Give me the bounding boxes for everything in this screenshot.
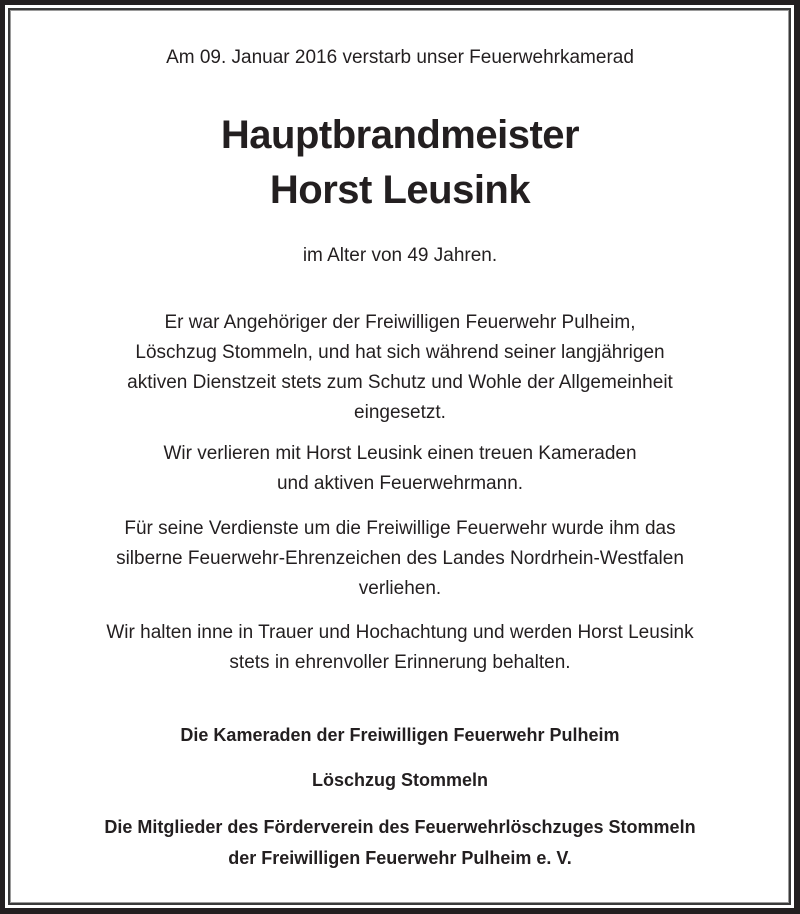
paragraph-line: silberne Feuerwehr-Ehrenzeichen des Landes Nordrhein-Westfalen [116,548,684,569]
paragraph-honors [0,514,800,604]
paragraph-loss [0,439,800,499]
deceased-name-title: Horst Leusink [269,168,531,212]
intro-text: Am 09. Januar 2016 verstarb unser Feuerwehrkamerad [166,47,634,68]
signature-line: der Freiwilligen Feuerwehr Pulheim e. V. [228,848,572,868]
paragraph-membership [0,308,800,428]
deceased-rank-title: Hauptbrandmeister [220,113,580,157]
paragraph-line: Für seine Verdienste um die Freiwillige Feuerwehr wurde ihm das [124,518,676,539]
paragraph-line: Wir verlieren mit Horst Leusink einen treuen Kameraden [163,443,637,464]
age-text: im Alter von 49 Jahren. [302,245,498,266]
paragraph-line: verliehen. [358,578,442,599]
paragraph-remembrance [0,618,800,678]
signature-support-association [0,812,800,874]
paragraph-line: Er war Angehöriger der Freiwilligen Feuerwehr Pulheim, [164,312,636,333]
paragraph-line: Löschzug Stommeln, und hat sich während seiner langjährigen [135,342,665,363]
signature-line: Die Kameraden der Freiwilligen Feuerwehr Pulheim [180,725,620,745]
paragraph-line: Wir halten inne in Trauer und Hochachtung und werden Horst Leusink [106,622,694,643]
paragraph-line: stets in ehrenvoller Erinnerung behalten. [229,652,571,673]
signature-fire-unit [0,765,800,796]
paragraph-line: eingesetzt. [354,402,446,423]
signature-line: Löschzug Stommeln [311,770,488,790]
signature-comrades [0,720,800,751]
paragraph-line: und aktiven Feuerwehrmann. [276,473,524,494]
signature-line: Die Mitglieder des Förderverein des Feuerwehrlöschzuges Stommeln [104,817,696,837]
paragraph-line: aktiven Dienstzeit stets zum Schutz und Wohle der Allgemeinheit [127,372,673,393]
